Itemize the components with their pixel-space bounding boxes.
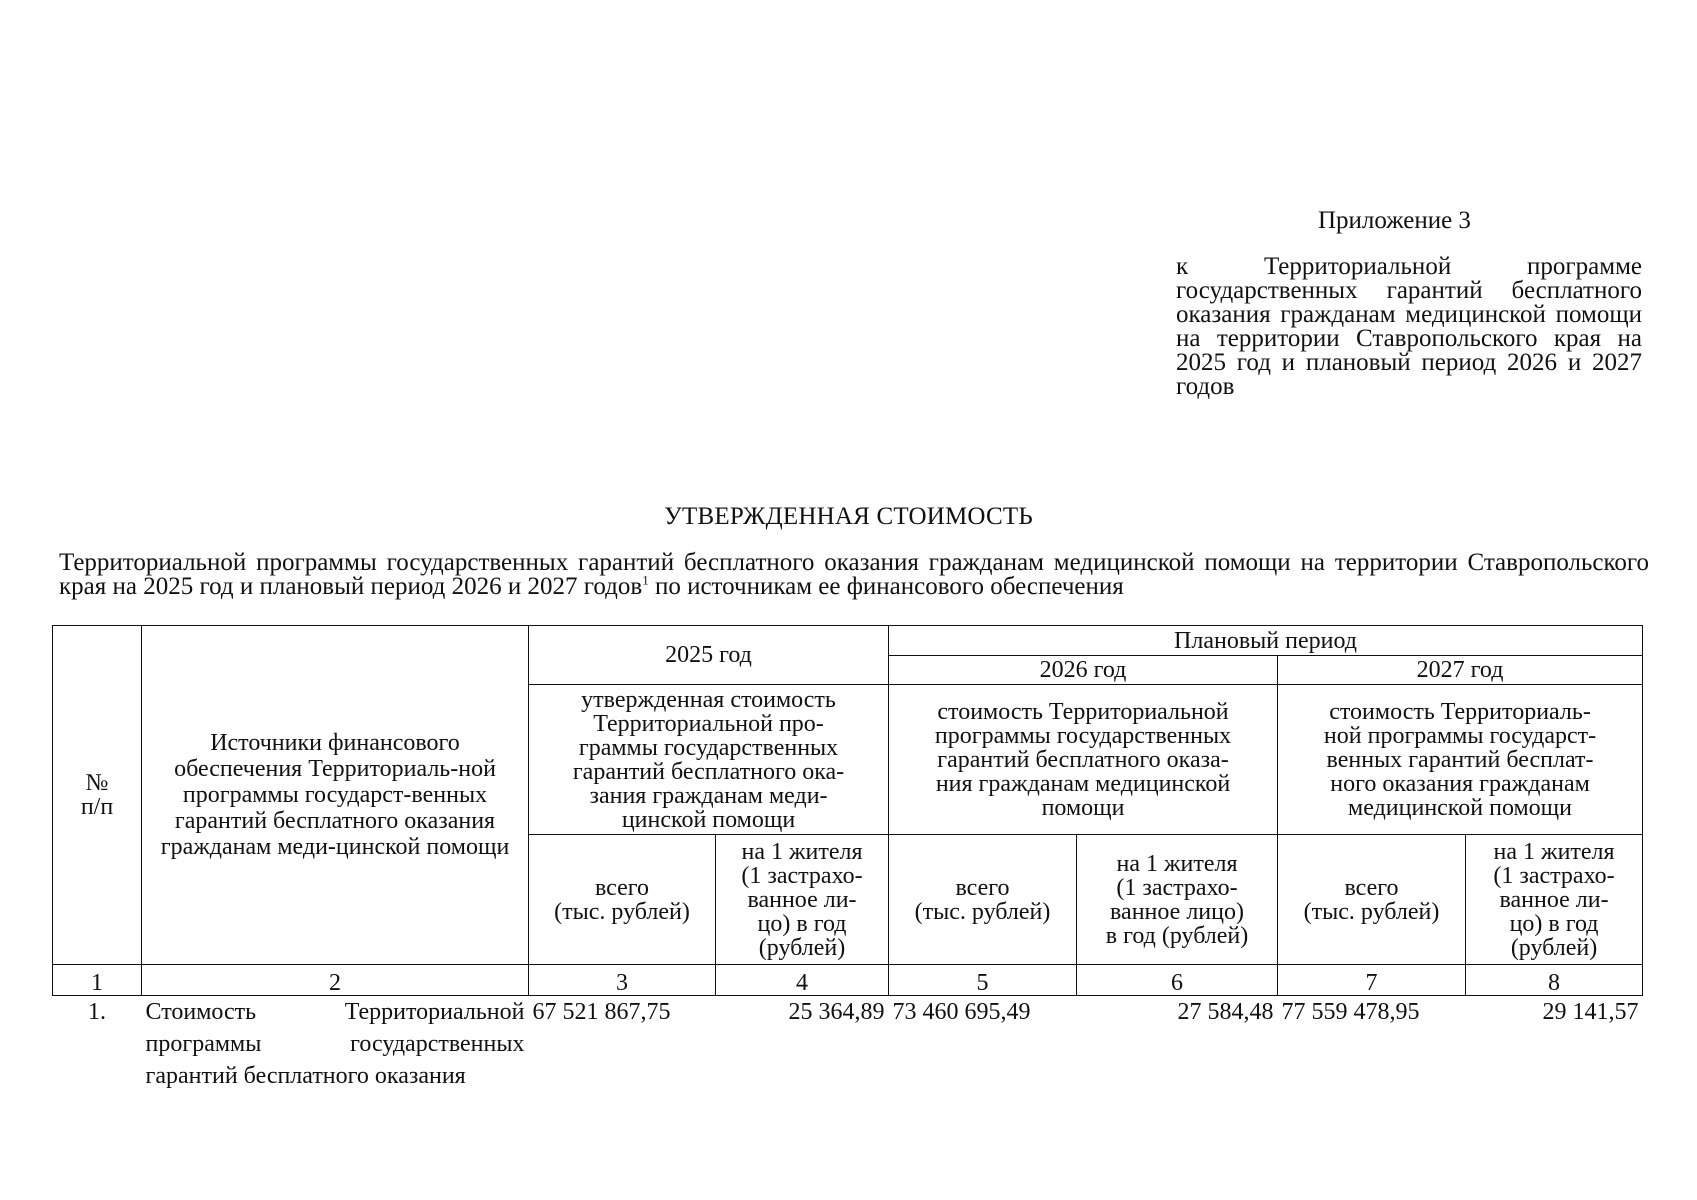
table-row	[53, 996, 1643, 1093]
document-title: УТВЕРЖДЕННАЯ СТОИМОСТЬ	[664, 503, 1033, 530]
column-number-8: 8	[1466, 965, 1643, 996]
header-year-2026: 2026 год	[889, 656, 1278, 685]
header-year-2027: 2027 год	[1278, 656, 1643, 685]
row-per-resident-2026: 27 584,48	[1177, 999, 1274, 1025]
header-source: Источники финансового обеспечения Территориаль-ной программы государст-венных гарантий бесплатного оказания гражданам меди-цинской помощи	[142, 626, 529, 965]
column-number-5: 5	[889, 965, 1077, 996]
appendix-title: Приложение 3	[1318, 207, 1471, 234]
footnote-mark: 1	[642, 572, 649, 588]
header-total-2025: всего (тыс. рублей)	[529, 835, 716, 965]
appendix-text: к Территориальной программе государственных гарантий бесплатного оказания гражданам медицинской помощи на территории Ставропольского края на 2025 год и плановый период 2026 и 2027 годов	[1176, 253, 1642, 400]
row-total-2027: 77 559 478,95	[1281, 999, 1420, 1025]
column-number-3: 3	[529, 965, 716, 996]
header-cost-2025: утвержденная стоимость Территориальной про- граммы государственных гарантий бесплатного ока- зания гражданам меди- цинской помощи	[529, 685, 889, 835]
header-cost-2027: стоимость Территориаль- ной программы государст- венных гарантий бесплат- ного оказания гражданам медицинской помощи	[1278, 685, 1643, 835]
column-number-7: 7	[1278, 965, 1466, 996]
header-cost-2026: стоимость Территориальной программы государственных гарантий бесплатного оказа- ния гражданам медицинской помощи	[889, 685, 1278, 835]
header-per-resident-2025: на 1 жителя (1 застрахо- ванное ли- цо) в год (рублей)	[716, 835, 889, 965]
header-per-resident-2027: на 1 жителя (1 застрахо- ванное ли- цо) в год (рублей)	[1466, 835, 1643, 965]
row-source-name: Стоимость Территориальной программы государственных гарантий бесплатного оказания	[145, 999, 525, 1089]
row-total-2026: 73 460 695,49	[892, 999, 1031, 1025]
column-number-2: 2	[142, 965, 529, 996]
header-year-2025: 2025 год	[529, 626, 889, 685]
header-planned-period: Плановый период	[889, 626, 1643, 656]
row-index: 1.	[88, 999, 106, 1025]
column-number-6: 6	[1077, 965, 1278, 996]
header-total-2027: всего (тыс. рублей)	[1278, 835, 1466, 965]
row-per-resident-2027: 29 141,57	[1542, 999, 1639, 1025]
document-subtitle	[59, 551, 1649, 599]
row-total-2025: 67 521 867,75	[532, 999, 671, 1025]
subtitle-tail-text: по источникам ее финансового обеспечения	[648, 573, 1124, 600]
column-number-4: 4	[716, 965, 889, 996]
row-per-resident-2025: 25 364,89	[788, 999, 885, 1025]
subtitle-main-text: Территориальной программы государственных гарантий бесплатного оказания гражданам медицинской помощи на территории Ставропольского края на 2025 год и плановый период 2026 и 2027 годов	[59, 549, 1649, 600]
header-number: № п/п	[53, 626, 142, 965]
column-number-1: 1	[53, 965, 142, 996]
cost-table	[52, 625, 1643, 1092]
header-per-resident-2026: на 1 жителя (1 застрахо- ванное лицо) в год (рублей)	[1077, 835, 1278, 965]
header-total-2026: всего (тыс. рублей)	[889, 835, 1077, 965]
